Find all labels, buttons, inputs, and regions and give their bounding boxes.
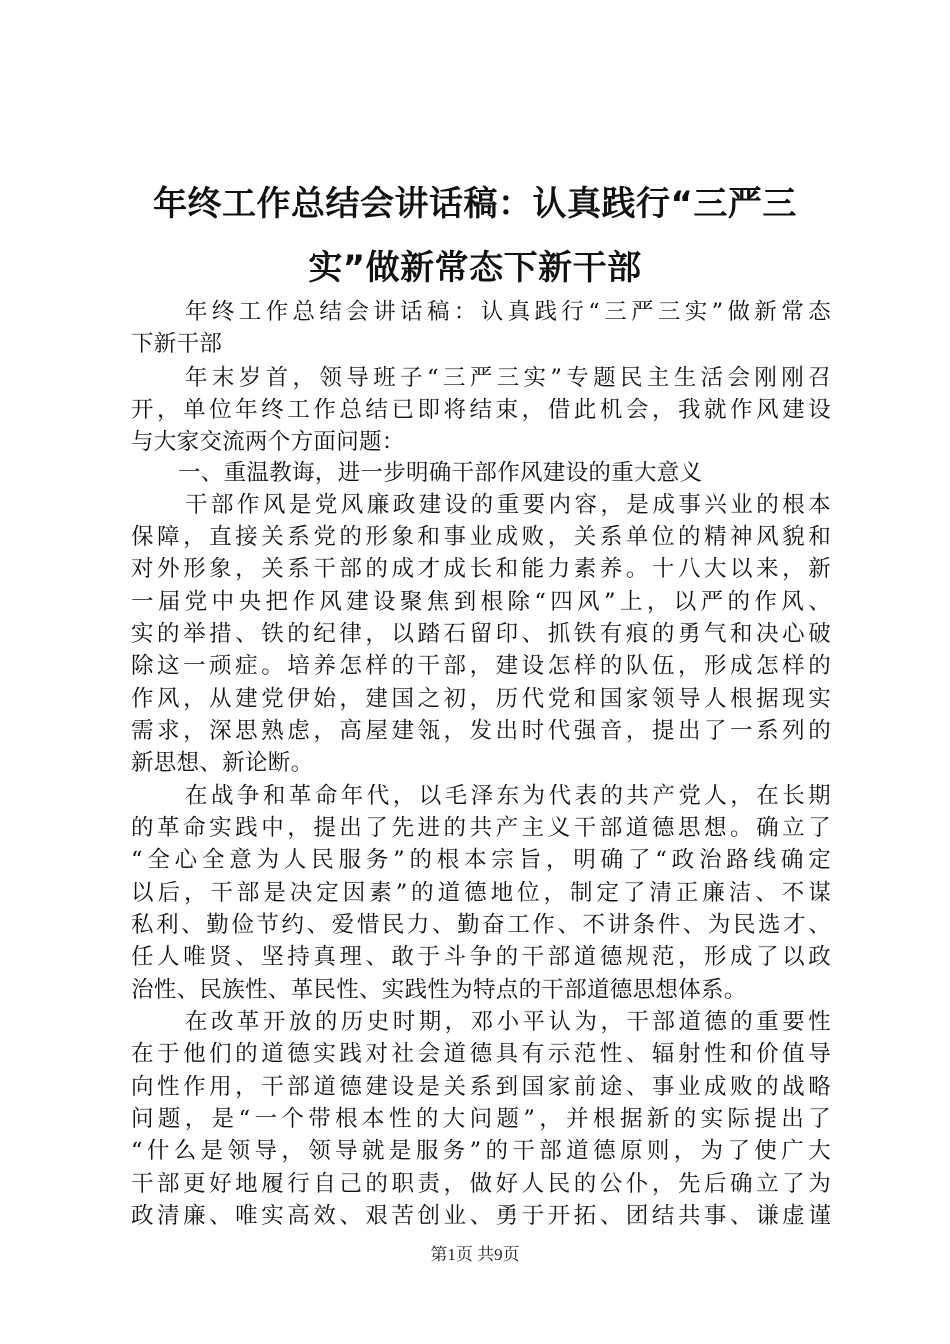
body-line: 在战争和革命年代，以毛泽东为代表的共产党人，在长期: [185, 783, 831, 809]
body-line: 干部更好地履行自己的职责，做好人民的公仆，先后确立了为: [131, 1171, 831, 1197]
body-line: 在于他们的道德实践对社会道德具有示范性、辐射性和价值导: [131, 1041, 831, 1067]
body-line: 作风，从建党伊始，建国之初，历代党和国家领导人根据现实: [131, 686, 831, 712]
body-line: 向性作用，干部道德建设是关系到国家前途、事业成败的战略: [131, 1074, 831, 1100]
body-line: 年终工作总结会讲话稿：认真践行“三严三实”做新常态: [185, 299, 831, 325]
body-line: 干部作风是党风廉政建设的重要内容，是成事兴业的根本: [185, 492, 831, 518]
section-heading: 一、重温教诲，进一步明确干部作风建设的重大意义: [178, 460, 703, 486]
body-line: 私利、勤俭节约、爱惜民力、勤奋工作、不讲条件、为民选才、: [131, 912, 831, 938]
body-line: 开，单位年终工作总结已即将结束，借此机会，我就作风建设: [131, 397, 831, 423]
body-line: 治性、民族性、革民性、实践性为特点的干部道德思想体系。: [131, 977, 747, 1003]
body-line: 需求，深思熟虑，高屋建瓴，发出时代强音，提出了一系列的: [131, 718, 831, 744]
document-title-line-2: 实”做新常态下新干部: [308, 248, 642, 288]
body-line: 实的举措、铁的纪律，以踏石留印、抓铁有痕的勇气和决心破: [131, 621, 831, 647]
body-line: 在改革开放的历史时期，邓小平认为，干部道德的重要性: [185, 1009, 831, 1035]
body-line: 除这一顽症。培养怎样的干部，建设怎样的队伍，形成怎样的: [131, 653, 831, 679]
body-line: 年末岁首，领导班子“三严三实”专题民主生活会刚刚召: [185, 365, 831, 391]
body-line: 对外形象，关系干部的成才成长和能力素养。十八大以来，新: [131, 556, 831, 582]
body-line: “全心全意为人民服务”的根本宗旨，明确了“政治路线确定: [131, 847, 831, 873]
body-line: 以后，干部是决定因素”的道德地位，制定了清正廉洁、不谋: [131, 880, 831, 906]
body-line: 新思想、新论断。: [131, 750, 314, 776]
body-line: 与大家交流两个方面问题：: [131, 429, 405, 455]
body-line: 任人唯贤、坚持真理、敢于斗争的干部道德规范，形成了以政: [131, 944, 831, 970]
body-line: “什么是领导，领导就是服务”的干部道德原则，为了使广大: [131, 1138, 831, 1164]
body-line: 的革命实践中，提出了先进的共产主义干部道德思想。确立了: [131, 815, 831, 841]
body-line: 问题，是“一个带根本性的大问题”，并根据新的实际提出了: [131, 1106, 831, 1132]
document-title-line-1: 年终工作总结会讲话稿：认真践行“三严三: [153, 184, 797, 224]
page-footer: 第1页 共9页: [430, 1245, 520, 1264]
body-line: 政清廉、唯实高效、艰苦创业、勇于开拓、团结共事、谦虚谨: [131, 1203, 831, 1229]
body-line: 一届党中央把作风建设聚焦到根除“四风”上，以严的作风、: [131, 589, 831, 615]
body-line: 下新干部: [131, 331, 223, 357]
body-line: 保障，直接关系党的形象和事业成败，关系单位的精神风貌和: [131, 524, 831, 550]
